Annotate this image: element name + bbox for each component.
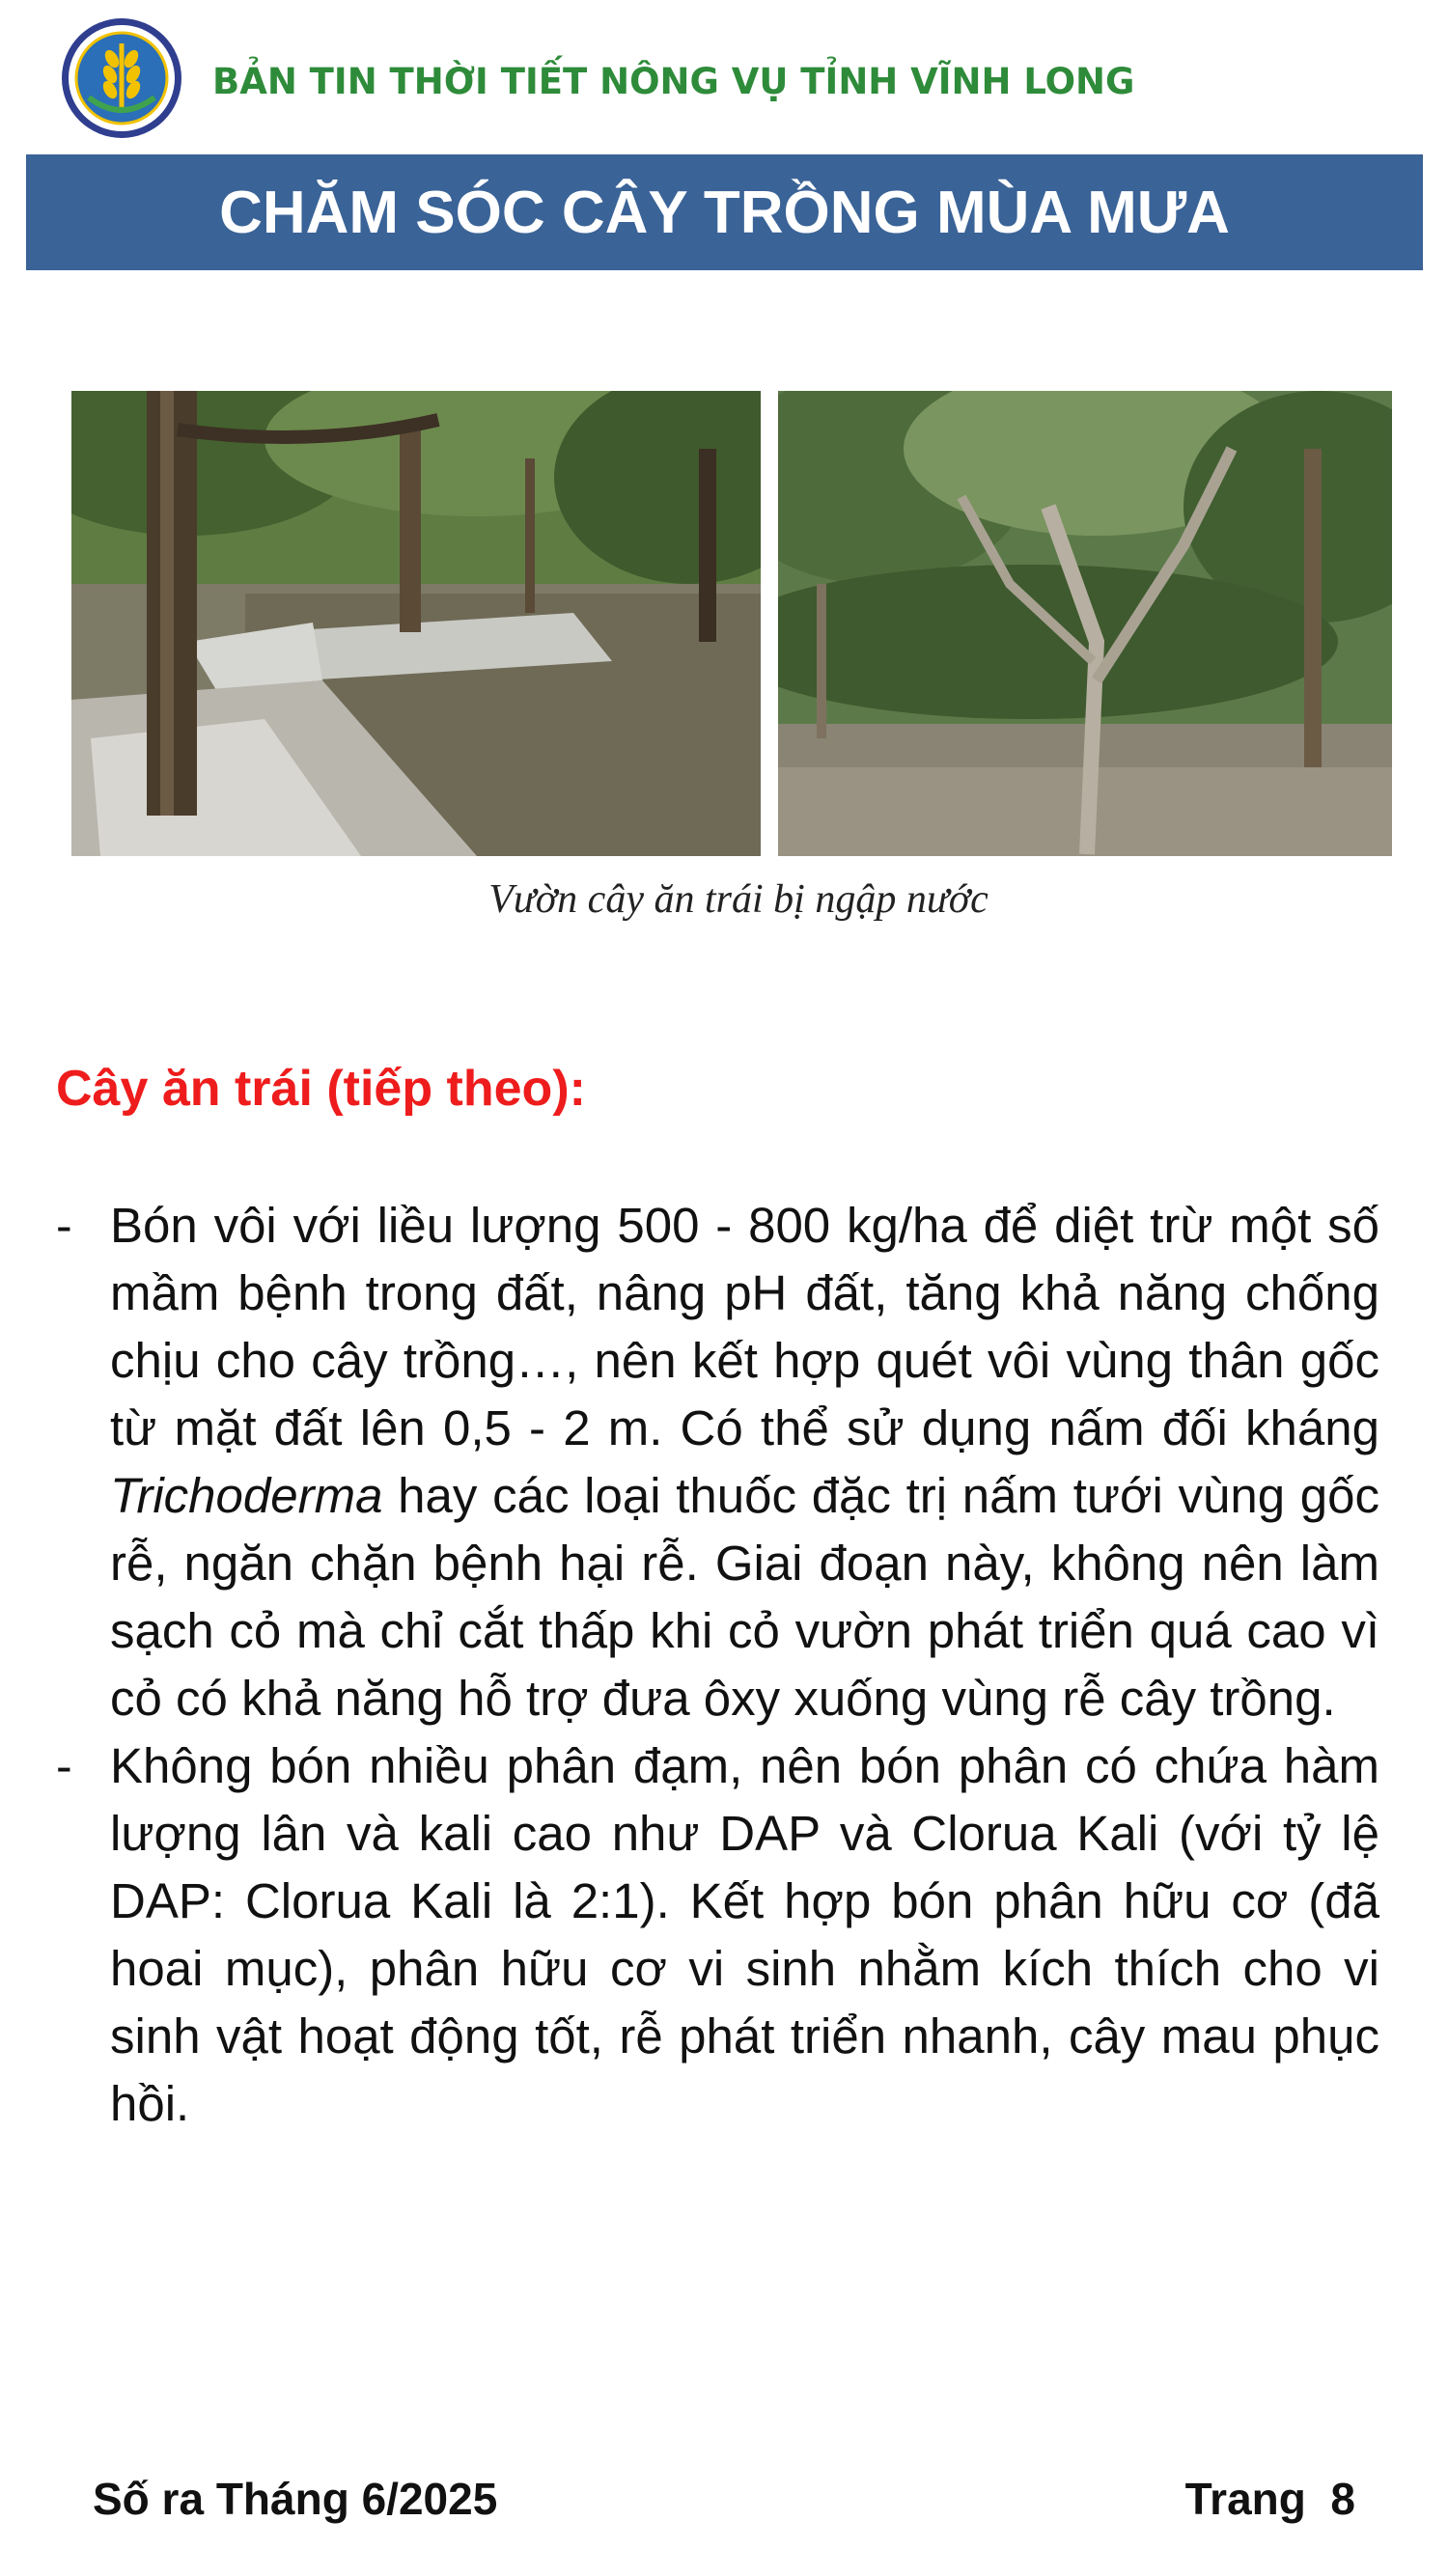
bullet-dash: -	[56, 1739, 72, 1793]
bullet-text-part: hay các loại thuốc đặc trị nấm tưới vùng gốc rễ, ngăn chặn bệnh hại rễ. Giai đoạn này, không nên làm sạch cỏ mà chỉ cắt thấp khi cỏ vườn phát triển quá cao vì cỏ có khả năng hỗ trợ đưa ôxy xuống vùng rễ cây trồng.	[110, 1468, 1379, 1726]
bulletin-org-title: BẢN TIN THỜI TIẾT NÔNG VỤ TỈNH VĨNH LONG	[212, 61, 1135, 102]
banner-title: CHĂM SÓC CÂY TRỒNG MÙA MƯA	[219, 179, 1230, 246]
page-header	[60, 16, 1411, 142]
bullet-dash: -	[56, 1199, 72, 1253]
photo-caption: Vườn cây ăn trái bị ngập nước	[488, 877, 989, 922]
topic-banner	[26, 154, 1423, 270]
flooded-orchard-photo-right	[778, 391, 1392, 856]
bullet-text-part: Bón vôi với liều lượng 500 - 800 kg/ha để diệt trừ một số mầm bệnh trong đất, nâng pH đất, tăng khả năng chống chịu cho cây trồng…, nên kết hợp quét vôi vùng thân gốc từ mặt đất lên 0,5 - 2 m. Có thể sử dụng nấm đối kháng	[110, 1198, 1379, 1455]
agriculture-seal-icon	[60, 16, 183, 140]
list-item	[56, 1732, 1379, 2138]
bullet-list	[56, 1192, 1379, 2138]
bullet-text	[110, 1192, 1379, 1732]
section-heading: Cây ăn trái (tiếp theo):	[56, 1061, 586, 1117]
page-number: Trang 8	[1184, 2474, 1355, 2524]
flooded-orchard-photo-left	[71, 391, 761, 856]
issue-date: Số ra Tháng 6/2025	[93, 2474, 498, 2524]
bullet-text-italic: Trichoderma	[110, 1468, 383, 1523]
list-item	[56, 1192, 1379, 1732]
bullet-text: Không bón nhiều phân đạm, nên bón phân có chứa hàm lượng lân và kali cao như DAP và Clorua Kali (với tỷ lệ DAP: Clorua Kali là 2:1). Kết hợp bón phân hữu cơ (đã hoai mục), phân hữu cơ vi sinh nhằm kích thích cho vi sinh vật hoạt động tốt, rễ phát triển nhanh, cây mau phục hồi.	[110, 1738, 1379, 2131]
